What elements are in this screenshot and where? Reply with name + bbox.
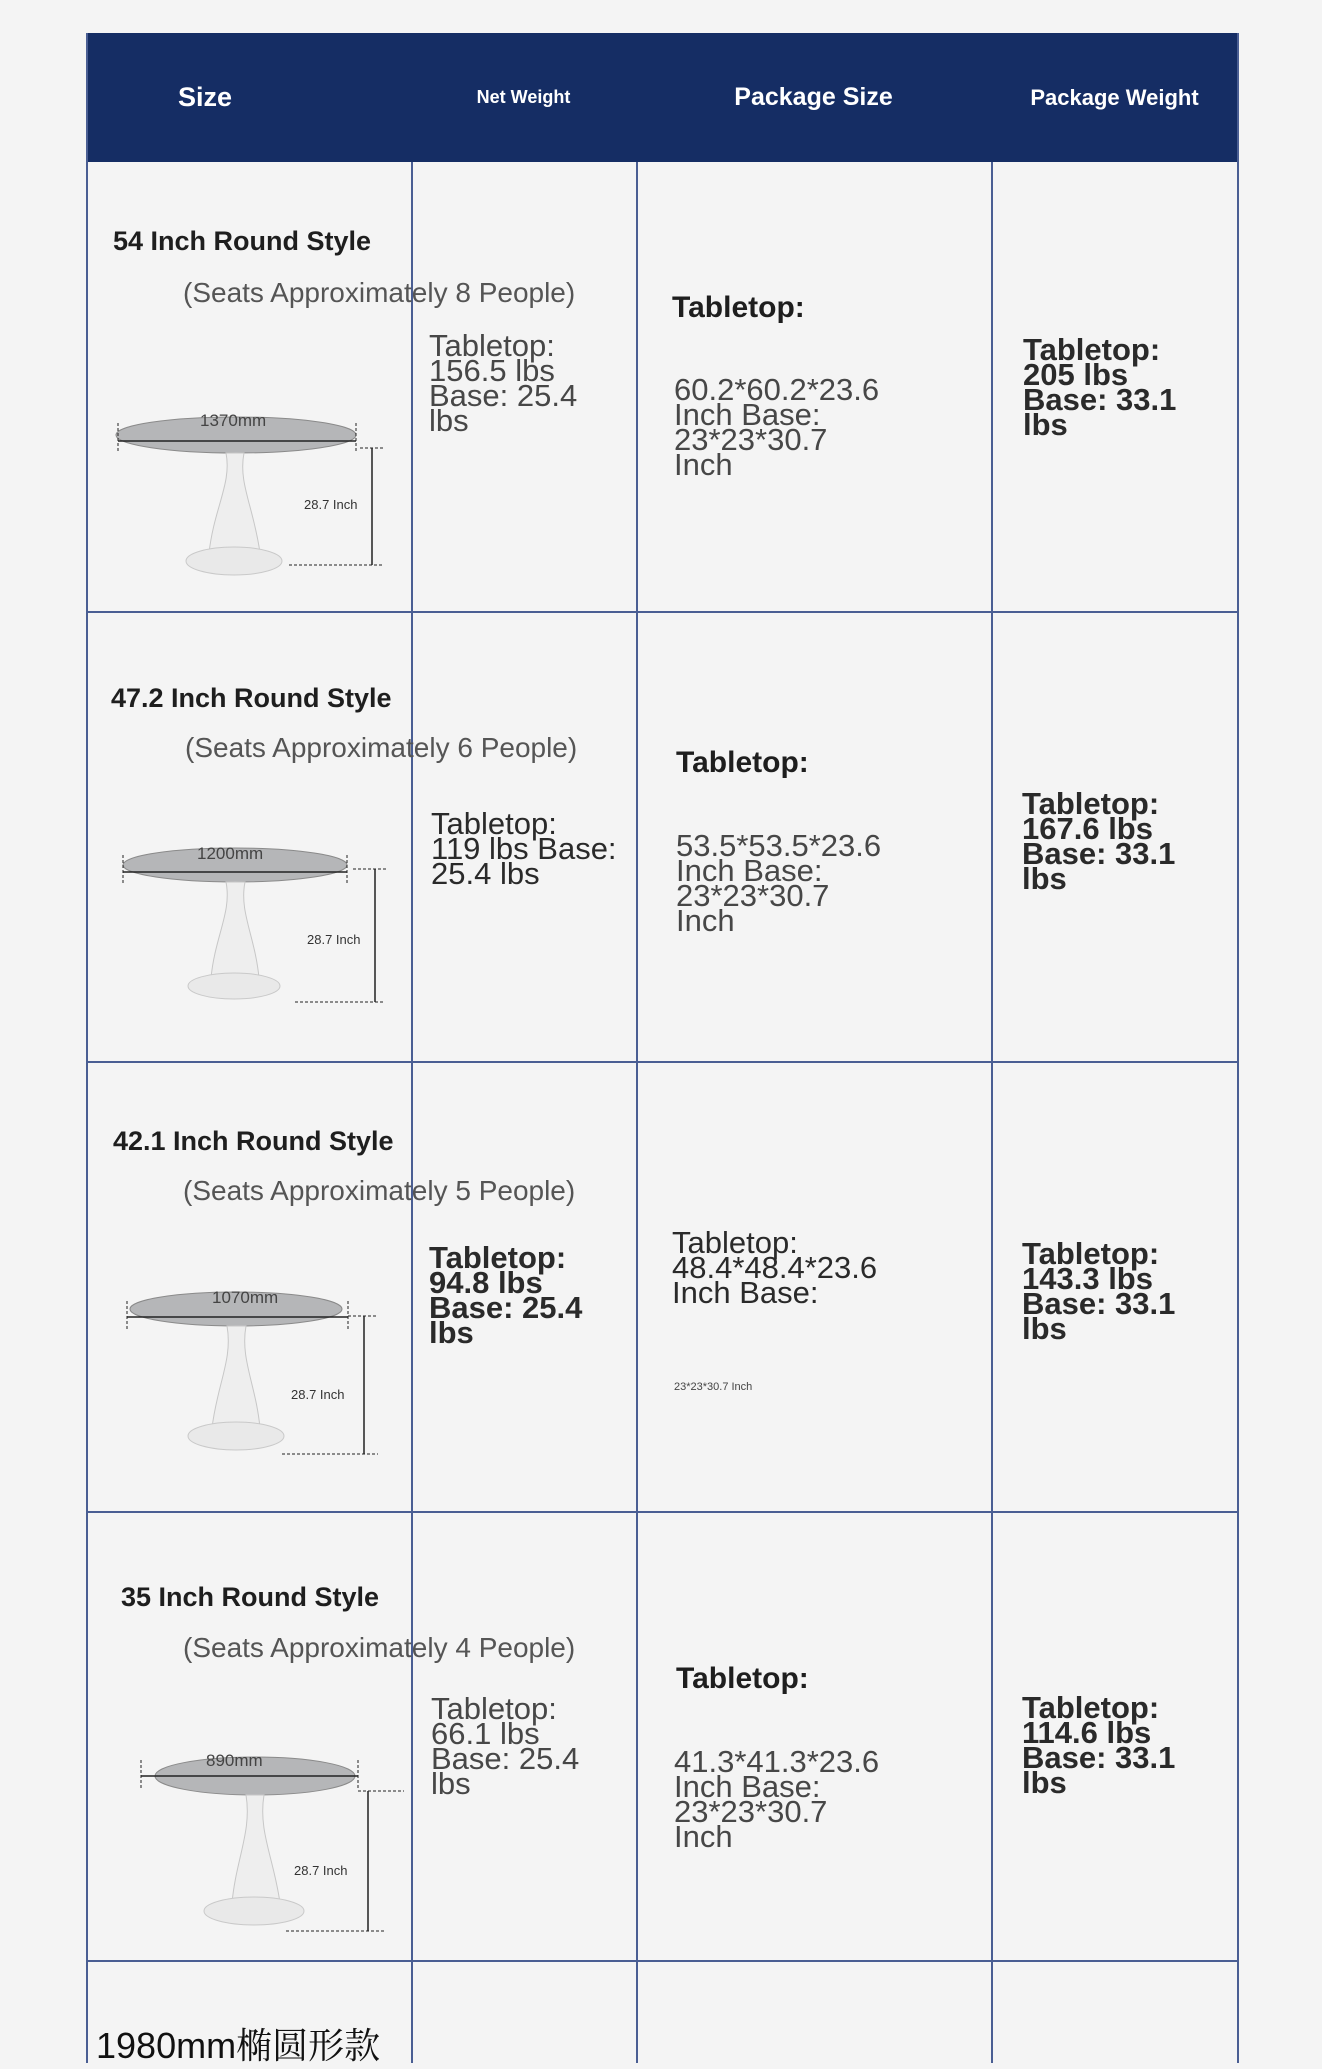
diameter-label: 1370mm xyxy=(200,411,267,430)
grid-line xyxy=(1237,33,1239,2063)
row-seats: (Seats Approximately 4 People) xyxy=(183,1632,576,1663)
row-title: 47.2 Inch Round Style xyxy=(111,683,392,713)
package-size-heading: Tabletop: xyxy=(676,1662,809,1695)
grid-line xyxy=(86,1511,1238,1513)
grid-line xyxy=(86,1061,1238,1063)
grid-line xyxy=(991,162,993,2063)
height-label: 28.7 Inch xyxy=(294,1863,348,1878)
row-seats: (Seats Approximately 5 People) xyxy=(183,1175,576,1206)
row-seats: (Seats Approximately 6 People) xyxy=(185,732,578,763)
package-weight-cell: Tabletop: 143.3 lbs Base: 33.1 lbs xyxy=(1022,1236,1176,1346)
grid-line xyxy=(636,162,638,2063)
row-title: 54 Inch Round Style xyxy=(113,226,372,256)
diameter-label: 1070mm xyxy=(212,1288,279,1307)
spec-table xyxy=(86,33,1238,2066)
package-weight-cell: Tabletop: 205 lbs Base: 33.1 lbs xyxy=(1023,332,1177,442)
package-size-heading: Tabletop: xyxy=(676,746,809,779)
table-diagram xyxy=(114,393,404,598)
diameter-label: 890mm xyxy=(206,1751,263,1770)
height-label: 28.7 Inch xyxy=(307,932,361,947)
net-weight-cell: Tabletop: 94.8 lbs Base: 25.4 lbs xyxy=(429,1240,583,1350)
row-title: 42.1 Inch Round Style xyxy=(113,1126,394,1156)
header-net-weight: Net Weight xyxy=(476,87,571,107)
height-label: 28.7 Inch xyxy=(304,497,358,512)
diameter-label: 1200mm xyxy=(197,844,264,863)
net-weight-cell: Tabletop: 156.5 lbs Base: 25.4 lbs xyxy=(429,328,578,438)
table-header xyxy=(86,33,1238,162)
grid-line xyxy=(86,1960,1238,1962)
next-row-title: 1980mm椭圆形款 xyxy=(96,2025,381,2066)
net-weight-cell: Tabletop: 119 lbs Base: 25.4 lbs xyxy=(431,806,617,891)
table-diagram xyxy=(122,1273,412,1483)
grid-line xyxy=(86,33,88,2063)
package-size-cell: 53.5*53.5*23.6 Inch Base: 23*23*30.7 Inch xyxy=(676,828,882,938)
package-weight-cell: Tabletop: 114.6 lbs Base: 33.1 lbs xyxy=(1022,1690,1176,1800)
package-size-heading: Tabletop: xyxy=(672,291,805,324)
header-package-weight: Package Weight xyxy=(1030,84,1199,110)
package-size-cell: 60.2*60.2*23.6 Inch Base: 23*23*30.7 Inch xyxy=(674,372,880,482)
row-seats: (Seats Approximately 8 People) xyxy=(183,277,576,308)
package-size-cell: Tabletop: 48.4*48.4*23.6 Inch Base: xyxy=(672,1225,878,1310)
header-package-size: Package Size xyxy=(734,83,893,111)
package-size-cell: 41.3*41.3*23.6 Inch Base: 23*23*30.7 Inch xyxy=(674,1744,880,1854)
package-weight-cell: Tabletop: 167.6 lbs Base: 33.1 lbs xyxy=(1022,786,1176,896)
table-diagram xyxy=(136,1733,426,1953)
grid-line xyxy=(86,611,1238,613)
height-label: 28.7 Inch xyxy=(291,1387,345,1402)
row-title: 35 Inch Round Style xyxy=(121,1582,380,1612)
package-size-note: 23*23*30.7 Inch xyxy=(674,1381,753,1393)
header-size: Size xyxy=(177,82,233,112)
table-diagram xyxy=(119,828,409,1028)
net-weight-cell: Tabletop: 66.1 lbs Base: 25.4 lbs xyxy=(431,1691,580,1801)
